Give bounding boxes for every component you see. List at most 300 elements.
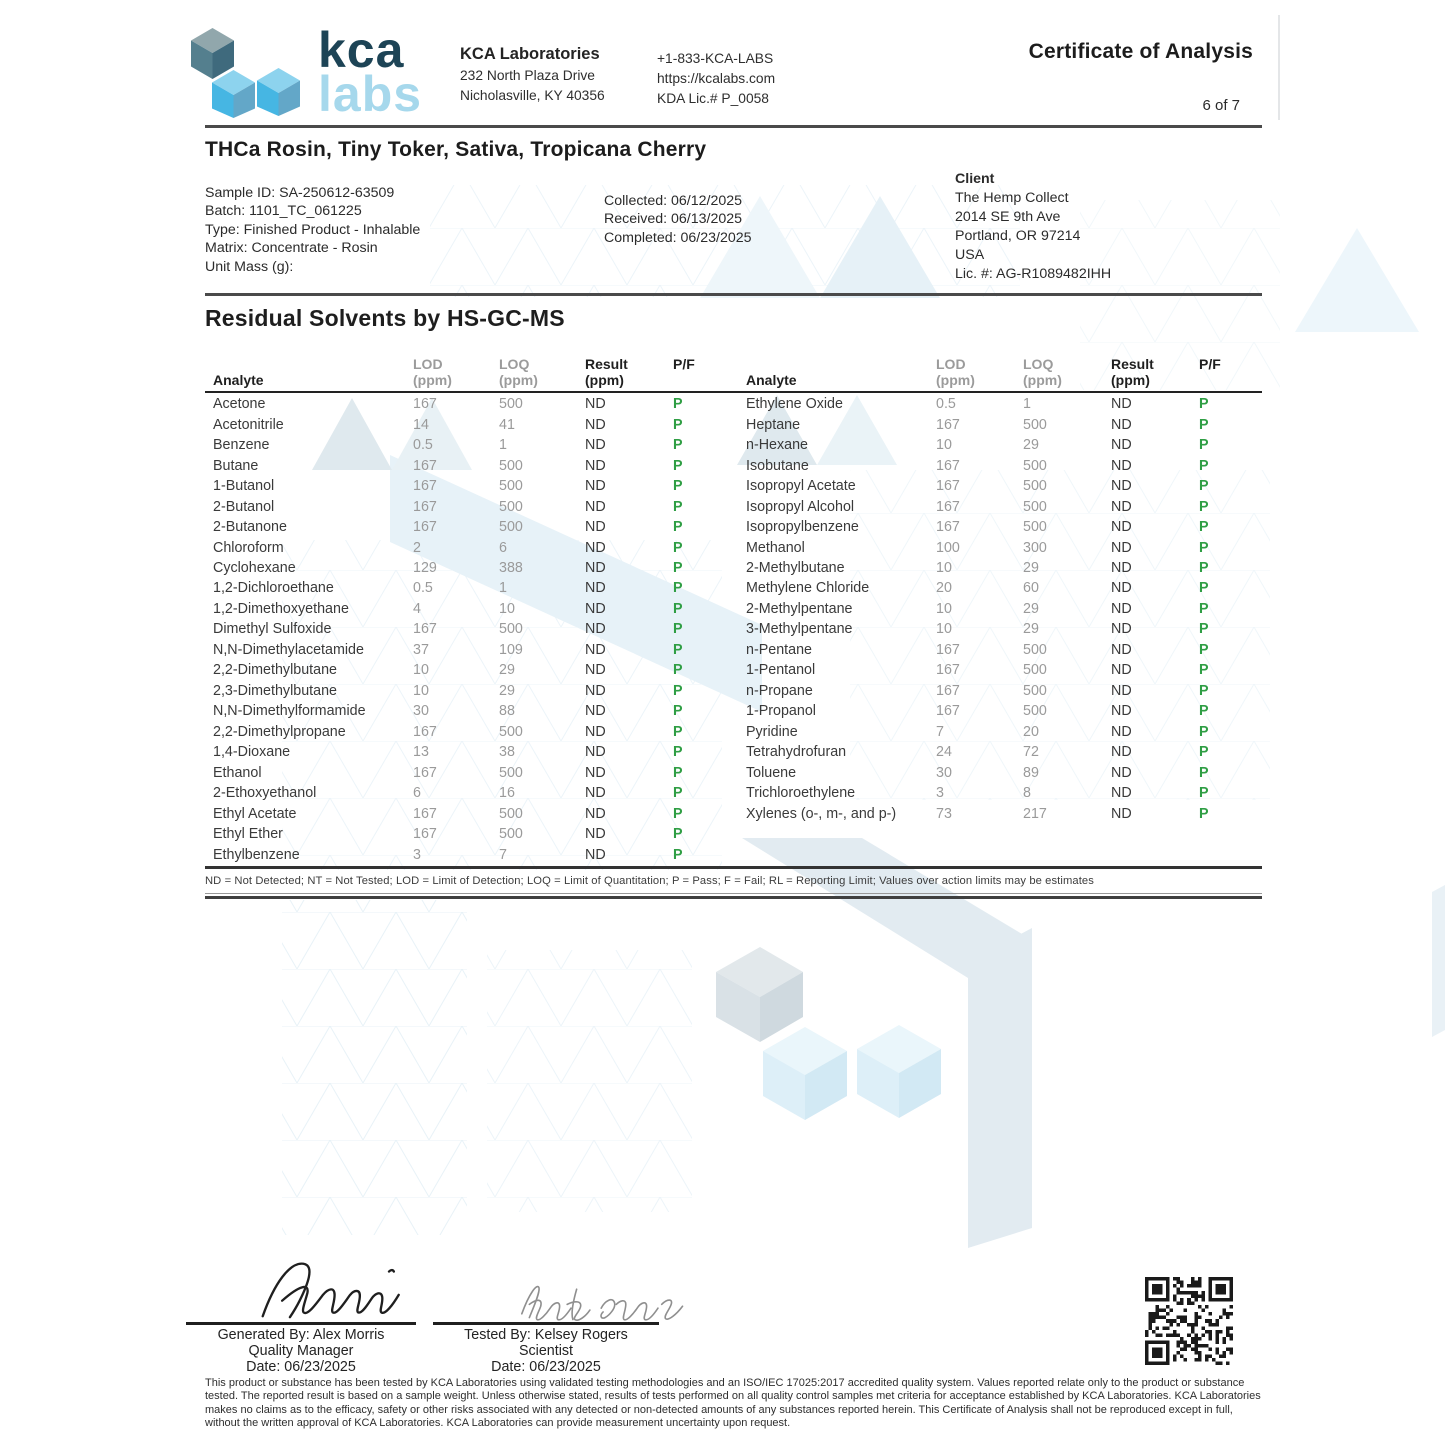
cell-lod: 167	[936, 498, 960, 515]
cell-lod: 167	[413, 621, 437, 638]
cell-loq: 500	[1023, 498, 1047, 515]
cell-lod: 167	[413, 396, 437, 413]
cell-loq: 7	[499, 846, 507, 863]
cell-lod: 167	[936, 641, 960, 658]
cell-loq: 500	[1023, 416, 1047, 433]
cell-lod: 10	[936, 621, 952, 638]
table-body-right	[738, 394, 1262, 824]
cell-lod: 167	[936, 519, 960, 536]
lab-license: KDA Lic.# P_0058	[657, 91, 769, 106]
cell-loq: 72	[1023, 744, 1039, 761]
cell-pf: P	[673, 641, 683, 658]
cell-analyte: Toluene	[746, 764, 797, 781]
table-row	[205, 722, 710, 742]
cell-lod: 2	[413, 539, 421, 556]
cell-pf: P	[1199, 498, 1209, 515]
cell-loq: 88	[499, 703, 515, 720]
lab-name: KCA Laboratories	[460, 45, 600, 63]
table-row	[738, 640, 1262, 660]
cell-pf: P	[1199, 682, 1209, 699]
table-row	[205, 394, 710, 414]
cell-analyte: 1-Butanol	[213, 478, 275, 495]
cell-lod: 0.5	[413, 580, 433, 597]
client-name: The Hemp Collect	[955, 190, 1069, 206]
table-row	[738, 496, 1262, 516]
cell-pf: P	[673, 826, 683, 843]
cell-pf: P	[673, 785, 683, 802]
cell-lod: 167	[936, 662, 960, 679]
sample-type: Type: Finished Product - Inhalable	[205, 221, 421, 238]
cell-analyte: 2-Methylpentane	[746, 600, 853, 617]
cell-pf: P	[673, 457, 683, 474]
table-row	[205, 455, 710, 475]
cell-lod: 4	[413, 600, 421, 617]
cell-analyte: Ethyl Acetate	[213, 805, 297, 822]
table-row	[738, 660, 1262, 680]
document-title: Certificate of Analysis	[1028, 40, 1253, 63]
table-row	[738, 455, 1262, 475]
signature-block-generated-by	[166, 1328, 436, 1375]
generated-by-date: Date: 06/23/2025	[246, 1358, 356, 1375]
cell-result: ND	[1111, 396, 1132, 413]
cell-loq: 500	[1023, 641, 1047, 658]
cell-analyte: 3-Methylpentane	[746, 621, 853, 638]
section-divider	[205, 293, 1262, 296]
table-row	[205, 742, 710, 762]
cell-loq: 29	[1023, 559, 1039, 576]
cell-loq: 300	[1023, 539, 1047, 556]
cell-loq: 500	[499, 621, 523, 638]
cell-loq: 20	[1023, 723, 1039, 740]
cell-pf: P	[1199, 703, 1209, 720]
signature-block-tested-by	[423, 1328, 669, 1375]
col-header-loq: LOQ (ppm)	[1023, 356, 1062, 388]
table-row	[205, 578, 710, 598]
cell-analyte: N,N-Dimethylformamide	[213, 703, 366, 720]
cell-analyte: Xylenes (o-, m-, and p-)	[746, 805, 897, 822]
cell-lod: 24	[936, 744, 952, 761]
cell-analyte: 2-Butanol	[213, 498, 275, 515]
cell-lod: 167	[413, 805, 437, 822]
date-completed: Completed: 06/23/2025	[604, 229, 752, 246]
cell-lod: 100	[936, 539, 960, 556]
cell-result: ND	[585, 682, 606, 699]
cell-loq: 500	[1023, 478, 1047, 495]
col-header-lod: LOD (ppm)	[413, 356, 452, 388]
section-title: Residual Solvents by HS-GC-MS	[205, 305, 565, 331]
cell-analyte: Isopropyl Alcohol	[746, 498, 855, 515]
table-row	[205, 517, 710, 537]
cell-pf: P	[673, 621, 683, 638]
cell-lod: 167	[936, 478, 960, 495]
cell-pf: P	[1199, 744, 1209, 761]
cell-lod: 167	[936, 416, 960, 433]
sample-info-block	[205, 184, 420, 276]
cell-analyte: Heptane	[746, 416, 801, 433]
cell-analyte: Ethanol	[213, 764, 262, 781]
cell-lod: 129	[413, 559, 437, 576]
cell-loq: 500	[499, 519, 523, 536]
cell-lod: 37	[413, 641, 429, 658]
cell-result: ND	[1111, 437, 1132, 454]
cell-result: ND	[585, 641, 606, 658]
cell-pf: P	[673, 600, 683, 617]
cell-loq: 1	[1023, 396, 1031, 413]
cell-result: ND	[1111, 498, 1132, 515]
cell-loq: 29	[1023, 600, 1039, 617]
cell-lod: 167	[936, 703, 960, 720]
cell-result: ND	[1111, 805, 1132, 822]
cell-lod: 0.5	[413, 437, 433, 454]
disclaimer-text: This product or substance has been tested by KCA Laboratories using validated testing methodologies and an ISO/IEC 17025:2017 accredited quality system. Values reported relate only to the product or substance tested. The reported result is based on a sample weight. Unless otherwise stated, results of tests performed on all quality control samples met criteria for acceptance established by KCA Laboratories. KCA Laboratories makes no claims as to the efficacy, safety or other risks associated with any detected or non-detected amounts of any substances reported herein. This Certificate of Analysis shall not be reproduced except in full, without the written approval of KCA Laboratories. KCA Laboratories can provide measurement uncertainty upon request.	[205, 1377, 1261, 1429]
cell-result: ND	[1111, 723, 1132, 740]
cell-analyte: n-Hexane	[746, 437, 808, 454]
cell-loq: 89	[1023, 764, 1039, 781]
cell-result: ND	[1111, 662, 1132, 679]
cell-result: ND	[585, 478, 606, 495]
table-row	[738, 599, 1262, 619]
cell-analyte: Pyridine	[746, 723, 798, 740]
cell-pf: P	[673, 805, 683, 822]
table-row	[738, 414, 1262, 434]
sample-batch: Batch: 1101_TC_061225	[205, 203, 362, 220]
cell-lod: 167	[413, 498, 437, 515]
cell-result: ND	[585, 559, 606, 576]
cell-pf: P	[1199, 723, 1209, 740]
cell-lod: 7	[936, 723, 944, 740]
sample-unit-mass: Unit Mass (g):	[205, 258, 294, 275]
lab-info-block	[460, 44, 605, 106]
cell-analyte: Ethylbenzene	[213, 846, 300, 863]
cell-pf: P	[673, 846, 683, 863]
cell-result: ND	[1111, 539, 1132, 556]
cell-pf: P	[673, 703, 683, 720]
cell-analyte: Isobutane	[746, 457, 809, 474]
cell-pf: P	[1199, 621, 1209, 638]
cell-loq: 29	[499, 662, 515, 679]
cell-loq: 500	[1023, 519, 1047, 536]
watermark-cube-blue-1	[763, 1027, 847, 1120]
table-row	[205, 599, 710, 619]
lab-address-line1: 232 North Plaza Drive	[460, 68, 595, 83]
cell-loq: 500	[499, 764, 523, 781]
cell-pf: P	[673, 437, 683, 454]
client-address1: 2014 SE 9th Ave	[955, 209, 1061, 225]
cell-analyte: Methylene Chloride	[746, 580, 870, 597]
cell-analyte: Ethylene Oxide	[746, 396, 843, 413]
cell-analyte: Butane	[213, 457, 259, 474]
footnote-divider-thin	[205, 893, 1262, 894]
table-row	[205, 640, 710, 660]
table-row	[738, 762, 1262, 782]
table-row	[738, 537, 1262, 557]
cell-pf: P	[1199, 539, 1209, 556]
cell-lod: 167	[936, 682, 960, 699]
page-number: 6 of 7	[1202, 97, 1240, 114]
col-header-loq: LOQ (ppm)	[499, 356, 538, 388]
cell-result: ND	[1111, 580, 1132, 597]
cell-loq: 500	[1023, 703, 1047, 720]
cell-pf: P	[1199, 805, 1209, 822]
cell-pf: P	[673, 478, 683, 495]
cell-analyte: N,N-Dimethylacetamide	[213, 641, 364, 658]
cell-pf: P	[1199, 600, 1209, 617]
cell-analyte: Ethyl Ether	[213, 826, 283, 843]
cell-pf: P	[673, 498, 683, 515]
cell-result: ND	[585, 519, 606, 536]
table-row	[738, 394, 1262, 414]
cell-pf: P	[673, 559, 683, 576]
cell-lod: 10	[936, 559, 952, 576]
lab-website: https://kcalabs.com	[657, 71, 776, 86]
cell-loq: 8	[1023, 785, 1031, 802]
cell-analyte: 2-Methylbutane	[746, 559, 845, 576]
watermark-cube-gray	[716, 947, 803, 1042]
cell-result: ND	[1111, 744, 1132, 761]
cell-result: ND	[1111, 478, 1132, 495]
table-row	[205, 537, 710, 557]
cell-result: ND	[585, 621, 606, 638]
cell-pf: P	[673, 416, 683, 433]
table-bottom-border	[205, 866, 1262, 869]
cell-analyte: Tetrahydrofuran	[746, 744, 847, 761]
cell-result: ND	[1111, 457, 1132, 474]
cell-lod: 3	[413, 846, 421, 863]
cell-loq: 500	[1023, 662, 1047, 679]
cell-result: ND	[585, 662, 606, 679]
table-row	[205, 414, 710, 434]
table-row	[205, 803, 710, 823]
table-row	[738, 517, 1262, 537]
table-row	[205, 701, 710, 721]
cell-loq: 6	[499, 539, 507, 556]
cell-result: ND	[585, 744, 606, 761]
cell-lod: 10	[936, 600, 952, 617]
cell-lod: 10	[413, 662, 429, 679]
cell-lod: 6	[413, 785, 421, 802]
solvents-table-left	[205, 349, 710, 863]
col-header-lod: LOD (ppm)	[936, 356, 975, 388]
logo-text-labs: labs	[318, 66, 423, 122]
cell-pf: P	[673, 723, 683, 740]
cell-pf: P	[673, 682, 683, 699]
table-row	[205, 762, 710, 782]
cell-analyte: 1,2-Dichloroethane	[213, 580, 334, 597]
table-row	[738, 476, 1262, 496]
footnote-divider-thick	[205, 896, 1262, 899]
cell-result: ND	[585, 785, 606, 802]
table-row	[738, 619, 1262, 639]
table-row	[205, 783, 710, 803]
cell-result: ND	[585, 457, 606, 474]
cell-loq: 500	[499, 723, 523, 740]
table-header-left	[205, 349, 710, 391]
cell-analyte: Acetone	[213, 396, 266, 413]
cell-lod: 30	[413, 703, 429, 720]
cell-lod: 0.5	[936, 396, 956, 413]
cell-pf: P	[1199, 457, 1209, 474]
qr-code	[1145, 1277, 1233, 1365]
cell-loq: 500	[499, 396, 523, 413]
cell-pf: P	[673, 744, 683, 761]
table-row	[205, 844, 710, 864]
cell-lod: 167	[936, 457, 960, 474]
cell-result: ND	[585, 826, 606, 843]
table-row	[738, 701, 1262, 721]
client-heading: Client	[955, 171, 995, 187]
cell-result: ND	[585, 600, 606, 617]
cell-result: ND	[585, 416, 606, 433]
cell-loq: 29	[1023, 621, 1039, 638]
cell-pf: P	[1199, 478, 1209, 495]
table-row	[205, 681, 710, 701]
cell-analyte: Dimethyl Sulfoxide	[213, 621, 332, 638]
cell-analyte: 2-Butanone	[213, 519, 287, 536]
cell-result: ND	[585, 846, 606, 863]
cell-pf: P	[673, 539, 683, 556]
cell-result: ND	[1111, 785, 1132, 802]
cell-pf: P	[1199, 785, 1209, 802]
cell-result: ND	[1111, 621, 1132, 638]
cell-lod: 167	[413, 457, 437, 474]
cell-pf: P	[1199, 641, 1209, 658]
lab-address-line2: Nicholasville, KY 40356	[460, 88, 605, 103]
cell-loq: 16	[499, 785, 515, 802]
sample-dates-block	[604, 192, 752, 247]
cell-loq: 500	[499, 805, 523, 822]
cell-analyte: Trichloroethylene	[746, 785, 856, 802]
col-header-pf: P/F	[1199, 356, 1221, 373]
cell-result: ND	[585, 437, 606, 454]
sample-id: Sample ID: SA-250612-63509	[205, 185, 395, 201]
table-row	[205, 435, 710, 455]
cell-analyte: Chloroform	[213, 539, 284, 556]
cell-result: ND	[1111, 703, 1132, 720]
cell-result: ND	[1111, 416, 1132, 433]
date-collected: Collected: 06/12/2025	[604, 193, 743, 209]
table-header-underline	[205, 391, 1262, 393]
tested-by-title: Scientist	[518, 1342, 574, 1359]
cell-loq: 29	[499, 682, 515, 699]
table-row	[738, 742, 1262, 762]
table-row	[738, 803, 1262, 823]
table-row	[205, 476, 710, 496]
cell-analyte: 1-Pentanol	[746, 662, 816, 679]
cell-result: ND	[585, 498, 606, 515]
cell-result: ND	[585, 805, 606, 822]
cell-loq: 10	[499, 600, 515, 617]
cell-pf: P	[1199, 416, 1209, 433]
cell-result: ND	[1111, 559, 1132, 576]
cell-loq: 388	[499, 559, 523, 576]
generated-by-title: Quality Manager	[248, 1342, 354, 1359]
cell-pf: P	[673, 662, 683, 679]
cell-result: ND	[1111, 764, 1132, 781]
client-country: USA	[955, 247, 985, 263]
table-header-right	[738, 349, 1262, 391]
cell-result: ND	[1111, 641, 1132, 658]
cell-loq: 1	[499, 437, 507, 454]
lab-phone: +1-833-KCA-LABS	[657, 51, 774, 66]
cell-pf: P	[1199, 580, 1209, 597]
cell-analyte: Acetonitrile	[213, 416, 284, 433]
cell-pf: P	[1199, 396, 1209, 413]
cell-analyte: 2,2-Dimethylpropane	[213, 723, 346, 740]
cell-loq: 38	[499, 744, 515, 761]
cell-pf: P	[1199, 437, 1209, 454]
sample-matrix: Matrix: Concentrate - Rosin	[205, 240, 378, 257]
logo-text-kca: kca	[318, 22, 405, 78]
cell-pf: P	[673, 580, 683, 597]
col-header-pf: P/F	[673, 356, 695, 373]
cell-lod: 20	[936, 580, 952, 597]
tested-by-date: Date: 06/23/2025	[491, 1358, 601, 1375]
cell-pf: P	[1199, 764, 1209, 781]
cell-lod: 73	[936, 805, 952, 822]
signature-alex-morris	[250, 1256, 460, 1324]
table-row	[738, 722, 1262, 742]
cell-analyte: Isopropylbenzene	[746, 519, 859, 536]
cell-loq: 500	[1023, 457, 1047, 474]
cell-lod: 10	[936, 437, 952, 454]
cell-pf: P	[673, 764, 683, 781]
cell-analyte: 2-Ethoxyethanol	[213, 785, 317, 802]
cell-lod: 167	[413, 826, 437, 843]
table-row	[205, 824, 710, 844]
product-title: THCa Rosin, Tiny Toker, Sativa, Tropicana Cherry	[205, 138, 707, 161]
client-license: Lic. #: AG-R1089482IHH	[955, 266, 1112, 282]
cell-loq: 217	[1023, 805, 1047, 822]
solvents-table-right	[738, 349, 1262, 822]
cell-lod: 14	[413, 416, 429, 433]
date-received: Received: 06/13/2025	[604, 211, 743, 228]
table-row	[205, 558, 710, 578]
cell-lod: 30	[936, 764, 952, 781]
table-row	[738, 558, 1262, 578]
cell-lod: 167	[413, 478, 437, 495]
col-header-result: Result (ppm)	[585, 356, 628, 388]
cell-analyte: 1,2-Dimethoxyethane	[213, 600, 349, 617]
cell-lod: 10	[413, 682, 429, 699]
cell-lod: 3	[936, 785, 944, 802]
tested-by: Tested By: Kelsey Rogers	[464, 1327, 628, 1343]
header-divider	[205, 125, 1262, 128]
table-row	[205, 619, 710, 639]
cell-analyte: n-Propane	[746, 682, 813, 699]
generated-by: Generated By: Alex Morris	[217, 1327, 385, 1343]
table-row	[738, 783, 1262, 803]
cell-loq: 500	[499, 826, 523, 843]
kca-logo-cubes	[190, 27, 300, 120]
col-header-result: Result (ppm)	[1111, 356, 1154, 388]
cell-analyte: Methanol	[746, 539, 805, 556]
cell-result: ND	[1111, 600, 1132, 617]
cell-analyte: 1-Propanol	[746, 703, 816, 720]
cell-result: ND	[585, 580, 606, 597]
watermark-cube-blue-2	[857, 1025, 941, 1118]
cell-loq: 500	[1023, 682, 1047, 699]
cell-lod: 167	[413, 764, 437, 781]
signature-line-1	[186, 1322, 416, 1325]
cell-pf: P	[1199, 559, 1209, 576]
cell-result: ND	[1111, 519, 1132, 536]
cell-result: ND	[585, 703, 606, 720]
cell-loq: 500	[499, 457, 523, 474]
cell-analyte: Isopropyl Acetate	[746, 478, 856, 495]
cell-loq: 29	[1023, 437, 1039, 454]
col-header-analyte: Analyte	[213, 371, 264, 388]
cell-analyte: Benzene	[213, 437, 270, 454]
